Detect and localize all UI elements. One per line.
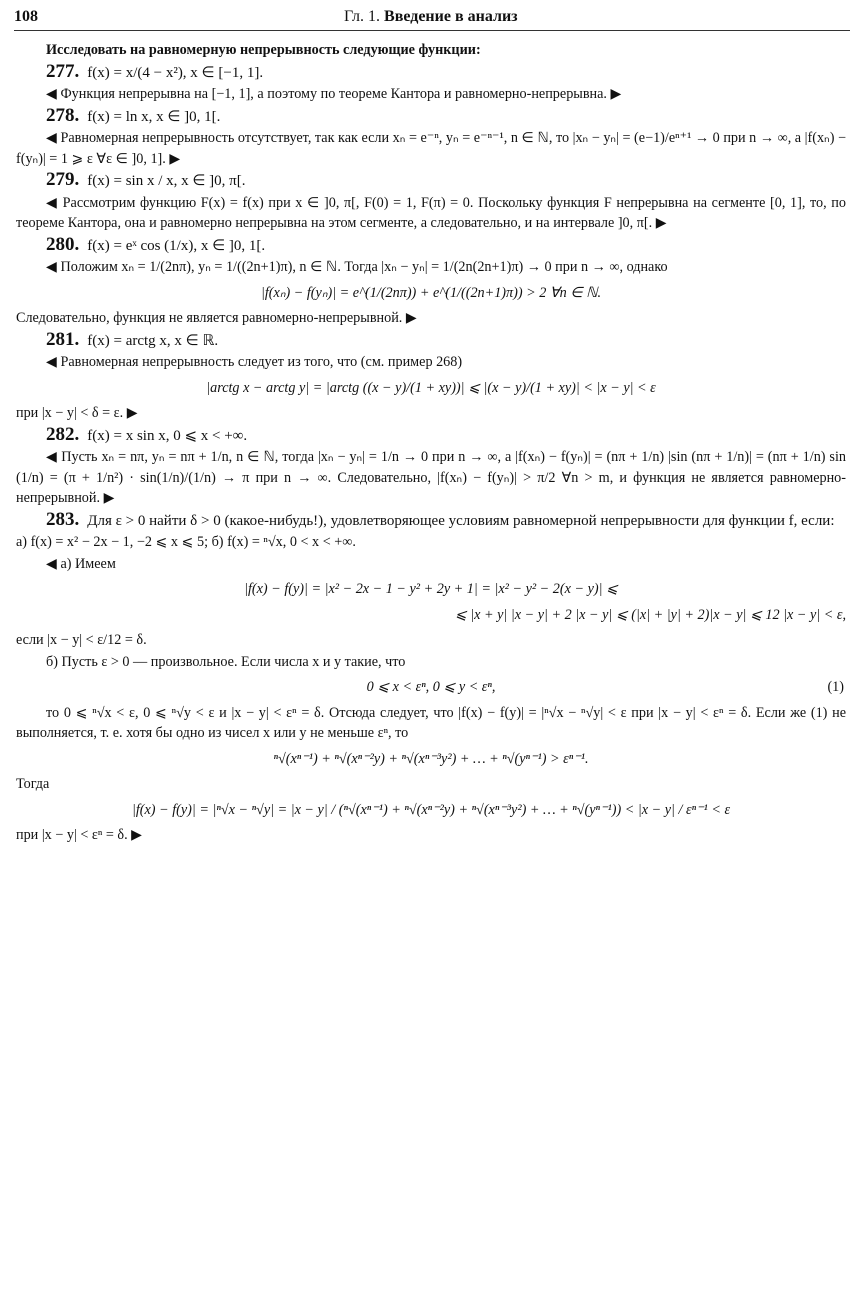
exercise-intro: Исследовать на равномерную непрерывность следующие функции:	[46, 42, 481, 58]
problem-number: 277.	[46, 60, 80, 82]
solution-paragraph: ◀ Равномерная непрерывность отсутствует, так как если xₙ = e⁻ⁿ, yₙ = e⁻ⁿ⁻¹, n ∈ ℕ, то |xₙ − yₙ| = (e−1)/eⁿ⁺¹ → 0 при n → ∞, а |f(xₙ) − f(yₙ)| = 1 ⩾ ε ∀ε ∈ ]0, 1]. ▶	[16, 130, 846, 167]
problem-number: 279.	[46, 169, 80, 190]
solution-paragraph: ◀ Положим xₙ = 1/(2nπ), yₙ = 1/((2n+1)π), n ∈ ℕ. Тогда |xₙ − yₙ| = 1/(2n(2n+1)π) → 0 при n → ∞, однако	[46, 259, 668, 275]
numbered-formula	[16, 677, 846, 698]
solution-paragraph: при |x − y| < δ = ε. ▶	[16, 405, 138, 421]
problem-number: 283.	[46, 508, 80, 530]
solution-paragraph: при |x − y| < εⁿ = δ. ▶	[16, 827, 143, 843]
problem-number: 281.	[46, 328, 80, 350]
problem-statement: Для ε > 0 найти δ > 0 (какое-нибудь!), удовлетворяющее условиям равномерной непрерывности для функции f, если:	[87, 512, 835, 529]
problem-281	[16, 330, 846, 352]
display-formula: |f(xₙ) − f(yₙ)| = e^(1/(2nπ)) + e^(1/((2n+1)π)) > 2 ∀n ∈ ℕ.	[260, 284, 602, 301]
solution-paragraph: если |x − y| < ε/12 = δ.	[16, 632, 147, 648]
problem-277	[16, 62, 846, 84]
problem-statement: f(x) = x sin x, 0 ⩽ x < +∞.	[87, 427, 248, 444]
display-formula: ⩽ |x + y| |x − y| + 2 |x − y| ⩽ (|x| + |y| + 2)|x − y| ⩽ 12 |x − y| < ε,	[454, 606, 846, 623]
problem-statement: f(x) = x/(4 − x²), x ∈ [−1, 1].	[87, 64, 264, 81]
problem-282	[16, 425, 846, 447]
problem-278	[16, 106, 846, 128]
solution-paragraph: ◀ Функция непрерывна на [−1, 1], а поэтому по теореме Кантора и равномерно-непрерывна. ▶	[46, 86, 622, 102]
page-header	[14, 6, 850, 31]
solution-paragraph: Следовательно, функция не является равномерно-непрерывной. ▶	[16, 310, 417, 326]
formula-body: 0 ⩽ x < εⁿ, 0 ⩽ y < εⁿ,	[366, 679, 496, 695]
solution-paragraph: то 0 ⩽ ⁿ√x < ε, 0 ⩽ ⁿ√y < ε и |x − y| < εⁿ = δ. Отсюда следует, что |f(x) − f(y)| = |ⁿ√x − ⁿ√y| < ε при |x − y| < εⁿ = δ. Если же (1) не выполняется, т. е. хотя бы одно из чисел x или y не меньше εⁿ, то	[16, 704, 846, 741]
page-number: 108	[14, 8, 38, 25]
equation-number: (1)	[827, 679, 844, 695]
problem-280	[16, 235, 846, 257]
solution-paragraph: ◀ Рассмотрим функцию F(x) = f(x) при x ∈ ]0, π[, F(0) = 1, F(π) = 0. Поскольку функция F непрерывна на сегменте [0, 1], то, по теореме Кантора, она и равномерно непрерывна на этом сегменте, а следовательно, и на интервале ]0, π[. ▶	[16, 194, 846, 231]
problem-statement: f(x) = ln x, x ∈ ]0, 1[.	[87, 108, 221, 125]
problem-statement: f(x) = arctg x, x ∈ ℝ.	[87, 332, 219, 349]
problem-statement: f(x) = sin x / x, x ∈ ]0, π[.	[87, 173, 246, 189]
solution-paragraph: ◀ Пусть xₙ = nπ, yₙ = nπ + 1/n, n ∈ ℕ, тогда |xₙ − yₙ| = 1/n → 0 при n → ∞, а |f(xₙ) − f(yₙ)| = (nπ + 1/n) |sin (nπ + 1/n)| = (nπ + 1/n) sin (1/n) = (π + 1/n²) · sin(1/n)/(1/n) → π при n → ∞. Следовательно, |f(xₙ) − f(yₙ)| > π/2 ∀n > m, и функция не является равномерно-непрерывной. ▶	[16, 449, 846, 506]
solution-paragraph: б) Пусть ε > 0 — произвольное. Если числа x и y такие, что	[46, 653, 406, 670]
problem-279	[16, 170, 846, 192]
running-title	[344, 8, 518, 26]
display-formula: |arctg x − arctg y| = |arctg ((x − y)/(1 + xy))| ⩽ |(x − y)/(1 + xy)| < |x − y| < ε	[206, 379, 656, 396]
problem-statement: f(x) = eˣ cos (1/x), x ∈ ]0, 1[.	[87, 237, 266, 254]
chapter-prefix: Гл. 1.	[344, 8, 381, 25]
problem-number: 278.	[46, 104, 80, 126]
display-formula: |f(x) − f(y)| = |ⁿ√x − ⁿ√y| = |x − y| / (ⁿ√(xⁿ⁻¹) + ⁿ√(xⁿ⁻²y) + ⁿ√(xⁿ⁻³y²) + … + ⁿ√(yⁿ⁻¹)) < |x − y| / εⁿ⁻¹ < ε	[131, 801, 731, 818]
problem-number: 282.	[46, 423, 80, 445]
problem-number: 280.	[46, 233, 80, 255]
solution-paragraph: ◀ а) Имеем	[46, 555, 116, 572]
problem-283	[16, 510, 846, 532]
solution-paragraph: Тогда	[16, 776, 50, 792]
problem-subitems: а) f(x) = x² − 2x − 1, −2 ⩽ x ⩽ 5; б) f(x) = ⁿ√x, 0 < x < +∞.	[16, 534, 356, 550]
display-formula: ⁿ√(xⁿ⁻¹) + ⁿ√(xⁿ⁻²y) + ⁿ√(xⁿ⁻³y²) + … + ⁿ√(yⁿ⁻¹) > εⁿ⁻¹.	[273, 750, 589, 767]
chapter-title: Введение в анализ	[384, 8, 518, 25]
solution-paragraph: ◀ Равномерная непрерывность следует из того, что (см. пример 268)	[46, 354, 463, 370]
display-formula: |f(x) − f(y)| = |x² − 2x − 1 − y² + 2y + 1| = |x² − y² − 2(x − y)| ⩽	[244, 581, 618, 597]
page-body	[16, 40, 846, 847]
